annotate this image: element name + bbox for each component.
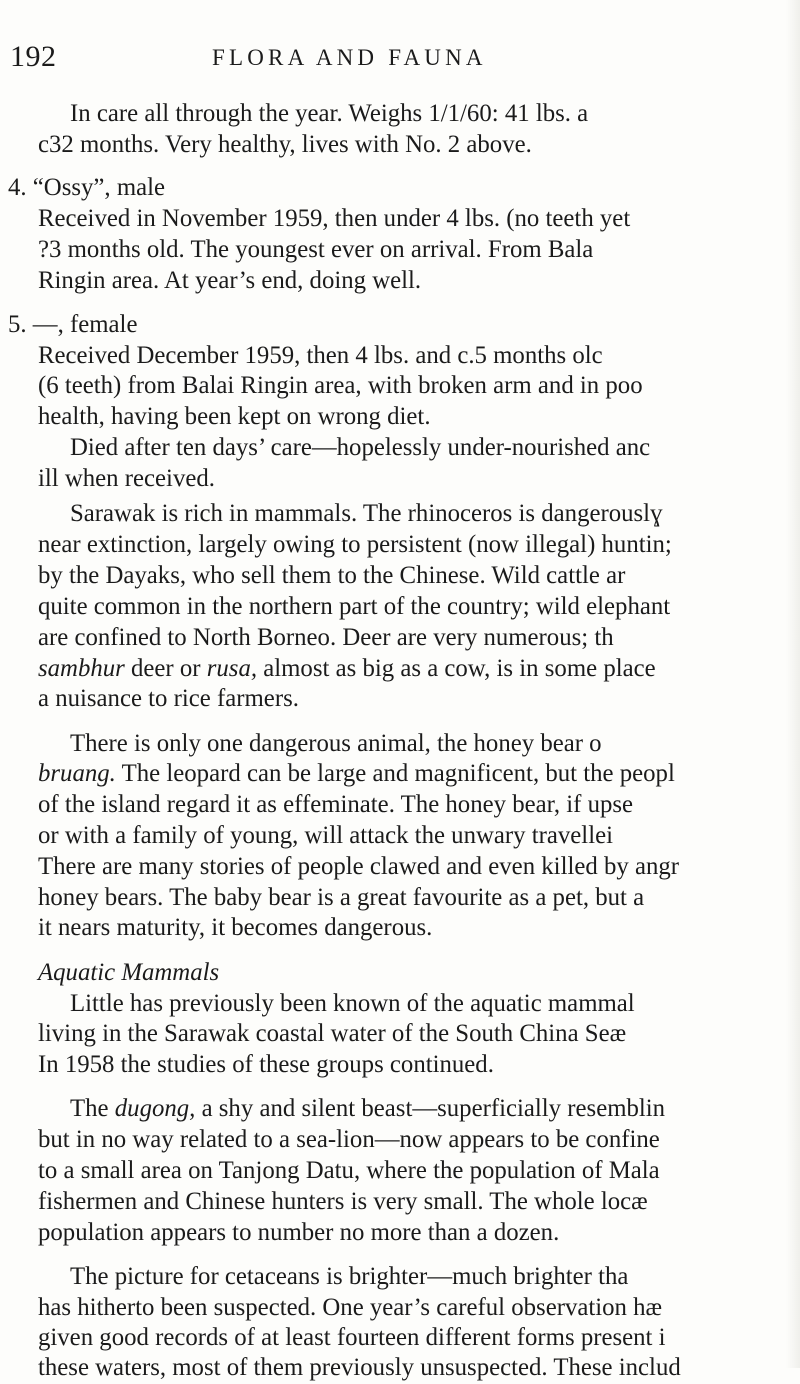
- text-line: has hitherto been suspected. One year’s careful observation hæ: [38, 1294, 663, 1321]
- text-line: but in no way related to a sea-lion—now appears to be confine: [38, 1126, 660, 1153]
- text-line: There is only one dangerous animal, the honey bear o: [70, 730, 602, 757]
- text-line: near extinction, largely owing to persistent (now illegal) huntin;: [38, 531, 672, 558]
- text-line: Received December 1959, then 4 lbs. and c.5 months olc: [38, 342, 603, 369]
- text-line: Sarawak is rich in mammals. The rhinoceros is dangerouslɣ: [70, 500, 663, 527]
- text-line: it nears maturity, it becomes dangerous.: [38, 914, 433, 941]
- text-line: given good records of at least fourteen different forms present i: [38, 1324, 666, 1351]
- text-line: health, having been kept on wrong diet.: [38, 403, 431, 430]
- text-line: of the island regard it as effeminate. The honey bear, if upse: [38, 791, 634, 818]
- text-line: There are many stories of people clawed and even killed by angr: [38, 853, 680, 880]
- text-line: living in the Sarawak coastal water of the South China Seæ: [38, 1020, 627, 1047]
- text-line: 5. —, female: [8, 311, 138, 338]
- text-line: Aquatic Mammals: [38, 959, 220, 986]
- text-line: 4. “Ossy”, male: [8, 174, 166, 201]
- text-line: are confined to North Borneo. Deer are very numerous; th: [38, 624, 614, 651]
- text-line: or with a family of young, will attack the unwary travellei: [38, 822, 613, 849]
- page-edge-shadow: [786, 0, 800, 1368]
- text-line: quite common in the northern part of the country; wild elephant: [38, 593, 671, 620]
- text-line: The dugong, a shy and silent beast—superficially resemblin: [70, 1095, 666, 1122]
- text-line: to a small area on Tanjong Datu, where the population of Mala: [38, 1157, 660, 1184]
- text-line: In care all through the year. Weighs 1/1/60: 41 lbs. a: [70, 100, 589, 127]
- text-line: In 1958 the studies of these groups continued.: [38, 1051, 494, 1078]
- text-line: ?3 months old. The youngest ever on arrival. From Bala: [38, 236, 594, 263]
- text-line: bruang. The leopard can be large and magnificent, but the peopl: [38, 760, 675, 787]
- text-line: population appears to number no more than a dozen.: [38, 1219, 560, 1246]
- text-line: Ringin area. At year’s end, doing well.: [38, 267, 422, 294]
- text-line: Died after ten days’ care—hopelessly under-nourished anc: [70, 434, 651, 461]
- text-line: honey bears. The baby bear is a great favourite as a pet, but a: [38, 884, 645, 911]
- text-line: by the Dayaks, who sell them to the Chinese. Wild cattle ar: [38, 562, 626, 589]
- text-line: a nuisance to rice farmers.: [38, 685, 299, 712]
- text-line: Received in November 1959, then under 4 lbs. (no teeth yet: [38, 205, 631, 232]
- text-line: fishermen and Chinese hunters is very small. The whole locæ: [38, 1188, 648, 1215]
- text-line: (6 teeth) from Balai Ringin area, with broken arm and in poo: [38, 372, 643, 399]
- page-number: 192: [10, 40, 57, 73]
- text-line: these waters, most of them previously unsuspected. These includ: [38, 1354, 681, 1381]
- text-line: The picture for cetaceans is brighter—much brighter tha: [70, 1263, 629, 1290]
- text-line: ill when received.: [38, 465, 215, 492]
- text-line: sambhur deer or rusa, almost as big as a cow, is in some place: [38, 655, 656, 682]
- running-head: FLORA AND FAUNA: [212, 45, 487, 70]
- text-line: Little has previously been known of the aquatic mammal: [70, 990, 635, 1017]
- text-line: c32 months. Very healthy, lives with No. 2 above.: [38, 131, 532, 158]
